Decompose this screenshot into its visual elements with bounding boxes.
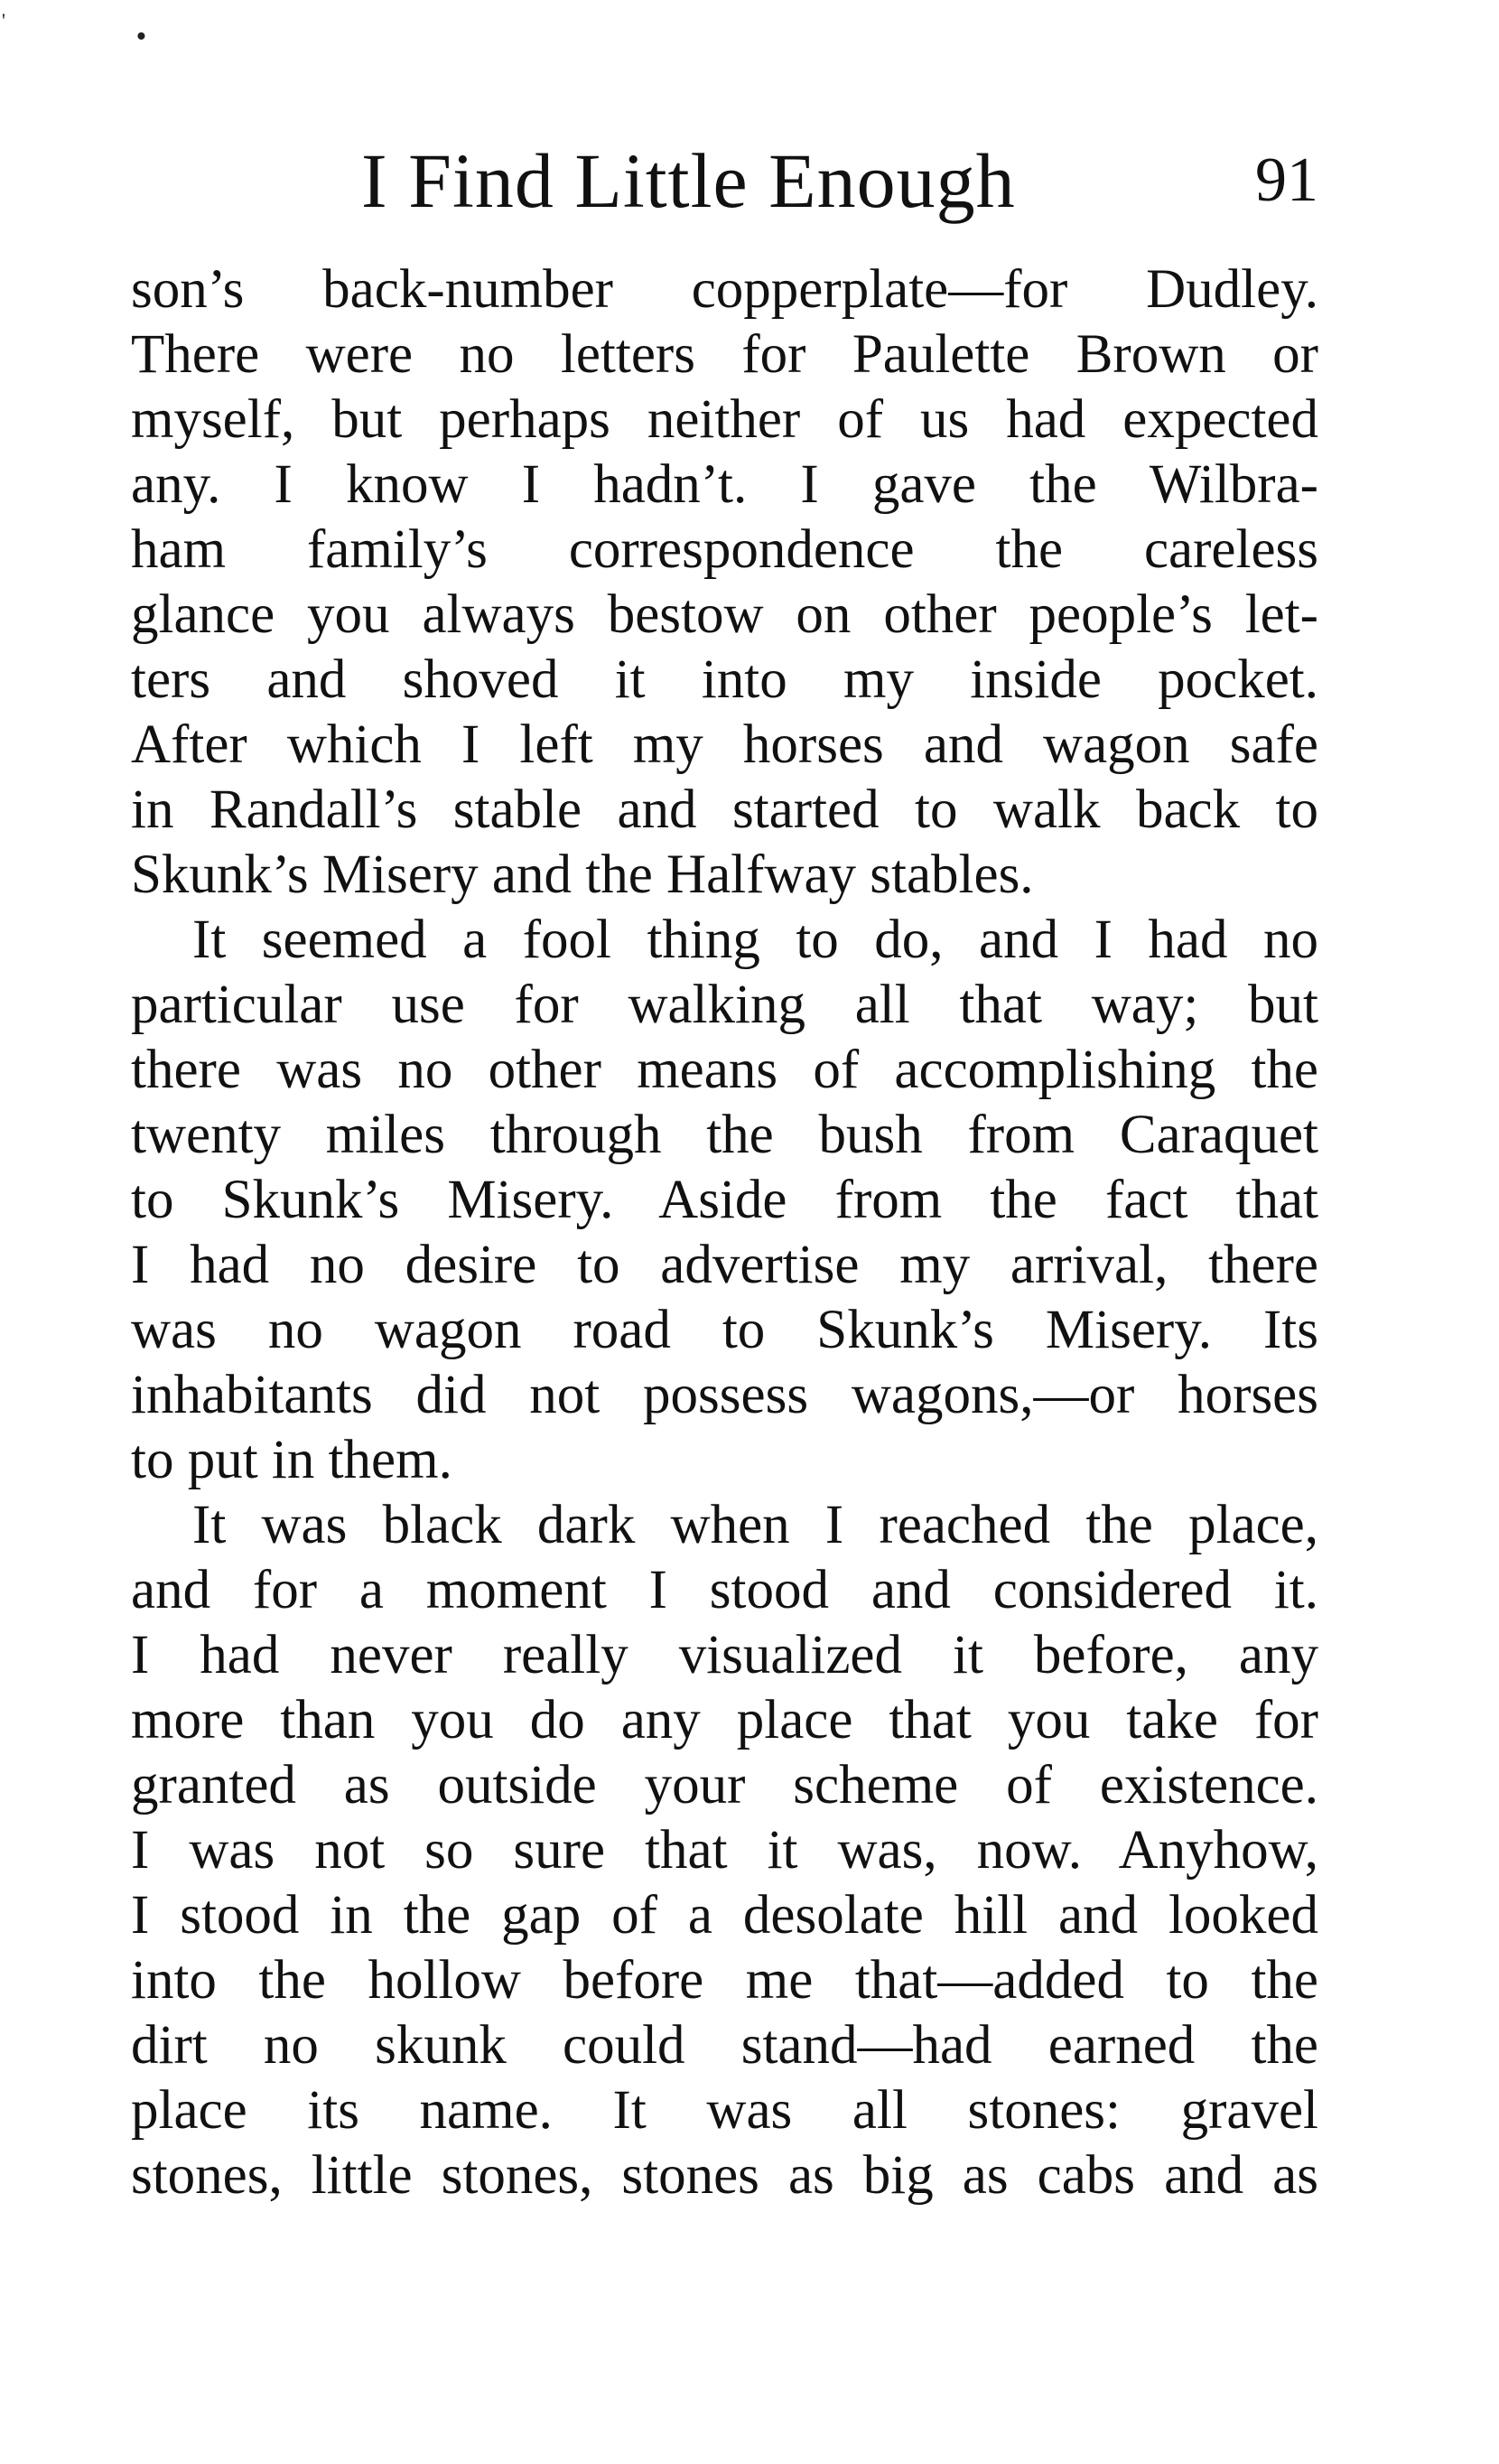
text-line: I was not so sure that it was, now. Anyhow, — [131, 1820, 1318, 1881]
text-line: stones, little stones, stones as big as cabs and as — [131, 2145, 1318, 2206]
text-line: ham family’s correspondence the careless — [131, 519, 1318, 580]
text-line: I had no desire to advertise my arrival, there — [131, 1235, 1318, 1295]
text-line: granted as outside your scheme of existence. — [131, 1755, 1318, 1815]
text-line: inhabitants did not possess wagons,—or horses — [131, 1365, 1318, 1425]
text-line: dirt no skunk could stand—had earned the — [131, 2015, 1318, 2076]
text-line: was no wagon road to Skunk’s Misery. Its — [131, 1300, 1318, 1360]
text-line: son’s back-number copperplate—for Dudley. — [131, 259, 1318, 320]
running-head — [131, 126, 1318, 235]
text-line: there was no other means of accomplishing the — [131, 1040, 1318, 1100]
text-line: more than you do any place that you take for — [131, 1690, 1318, 1750]
text-line: to Skunk’s Misery. Aside from the fact that — [131, 1170, 1318, 1230]
scan-mark-right: • — [130, 19, 153, 54]
text-line: After which I left my horses and wagon safe — [131, 714, 1318, 775]
text-line: It seemed a fool thing to do, and I had no — [192, 910, 1318, 970]
text-line: Skunk’s Misery and the Halfway stables. — [131, 845, 1034, 905]
text-line: place its name. It was all stones: gravel — [131, 2080, 1318, 2141]
text-line: any. I know I hadn’t. I gave the Wilbra- — [131, 454, 1318, 515]
text-line: into the hollow before me that—added to the — [131, 1950, 1318, 2011]
text-line: myself, but perhaps neither of us had expected — [131, 389, 1318, 450]
text-line: glance you always bestow on other people’s let- — [131, 584, 1318, 645]
body-text — [131, 257, 1318, 2208]
text-line: ters and shoved it into my inside pocket. — [131, 649, 1318, 710]
text-line: twenty miles through the bush from Caraquet — [131, 1105, 1318, 1165]
text-line: particular use for walking all that way; but — [131, 975, 1318, 1035]
text-line: It was black dark when I reached the place, — [192, 1495, 1318, 1555]
text-line: I had never really visualized it before, any — [131, 1625, 1318, 1685]
text-line: in Randall’s stable and started to walk back to — [131, 779, 1318, 840]
text-line: to put in them. — [131, 1430, 452, 1490]
text-line: and for a moment I stood and considered it. — [131, 1560, 1318, 1620]
running-title: I Find Little Enough — [361, 137, 1016, 224]
text-line: I stood in the gap of a desolate hill and looked — [131, 1885, 1318, 1946]
page-number: 91 — [1255, 145, 1318, 215]
text-line: There were no letters for Paulette Brown or — [131, 324, 1318, 385]
scan-mark-left: ' — [2, 9, 5, 32]
